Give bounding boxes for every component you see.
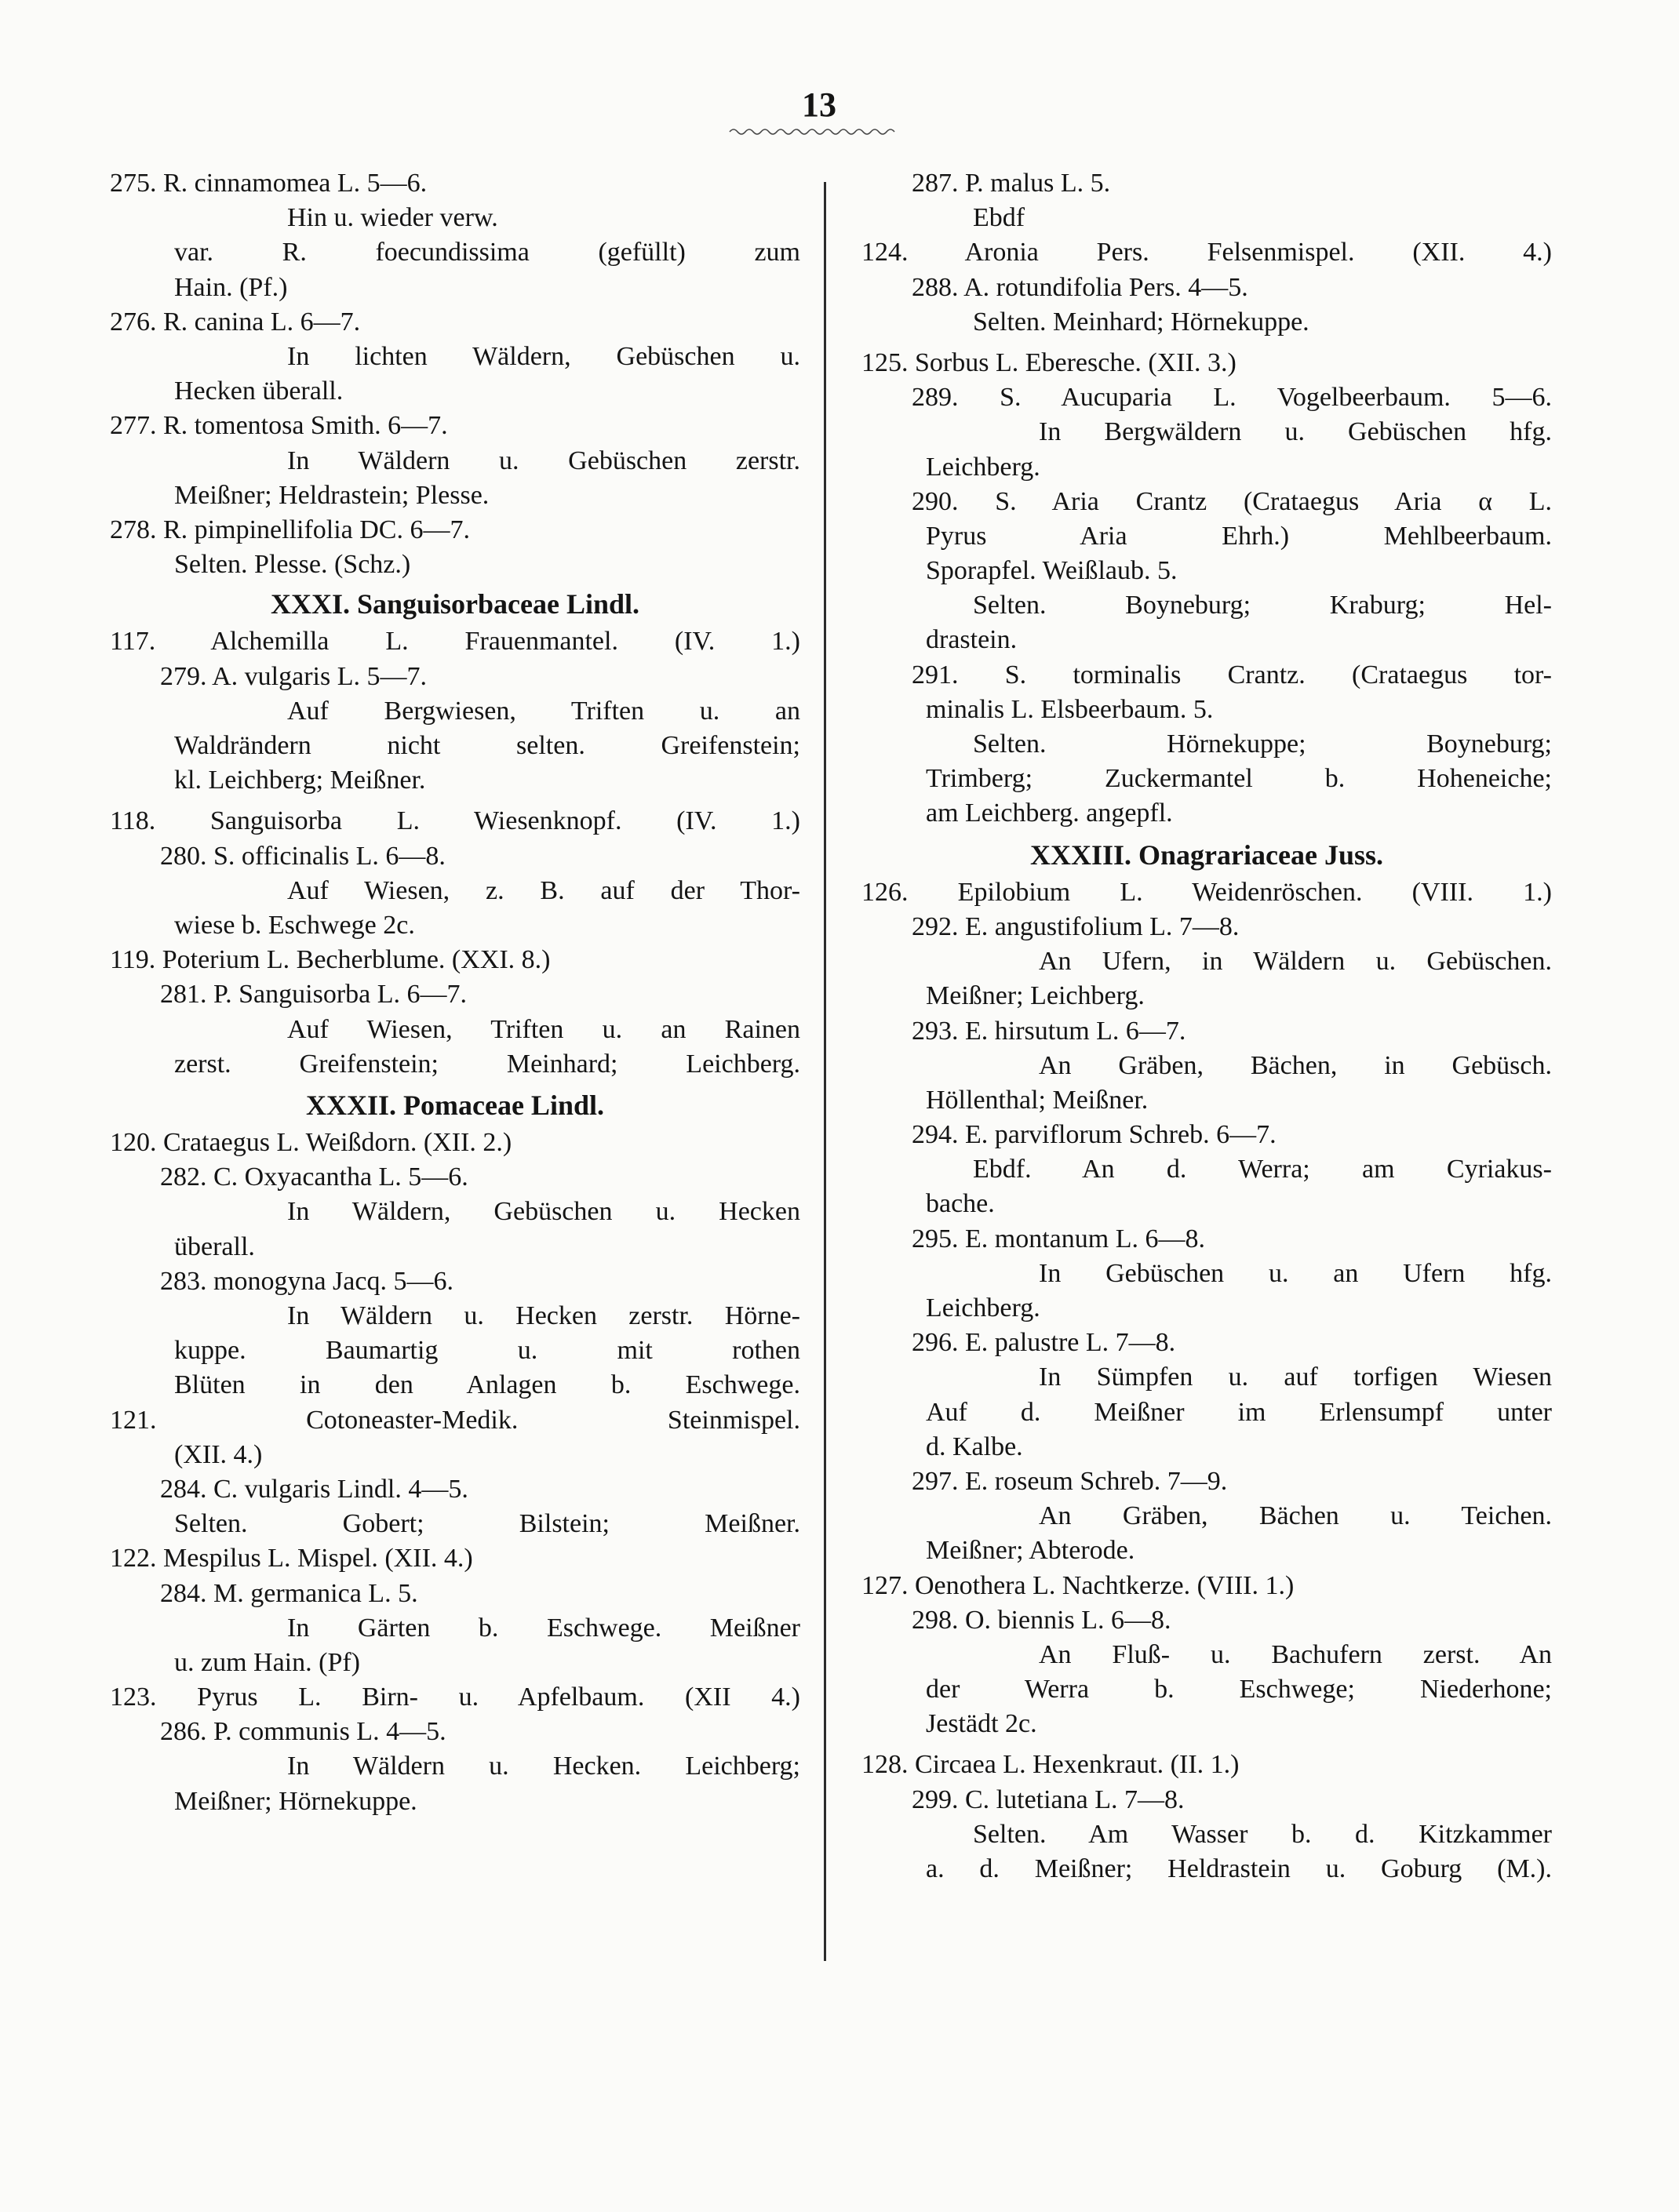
species-entry: 281. P. Sanguisorba L. 6—7. <box>160 980 467 1010</box>
species-entry: 289. S. Aucuparia L. Vogelbeerbaum. 5—6. <box>912 383 1552 413</box>
entry-note: In Sümpfen u. auf torfigen Wiesen <box>1039 1362 1552 1392</box>
entry-note: Sporapfel. Weißlaub. 5. <box>926 556 1178 586</box>
entry-note: In Gebüschen u. an Ufern hfg. <box>1039 1258 1552 1288</box>
entry-note: überall. <box>174 1232 255 1261</box>
entry-note: Hin u. wieder verw. <box>287 203 498 233</box>
species-entry: 283. monogyna Jacq. 5—6. <box>160 1266 453 1296</box>
species-entry: 278. R. pimpinellifolia DC. 6—7. <box>110 515 470 544</box>
species-entry: 275. R. cinnamomea L. 5—6. <box>110 169 428 198</box>
entry-note: Selten. Plesse. (Schz.) <box>174 550 411 580</box>
entry-note: In Gärten b. Eschwege. Meißner <box>287 1613 800 1643</box>
entry-note: Trimberg; Zuckermantel b. Hoheneiche; <box>926 764 1552 794</box>
entry-note: An Ufern, in Wäldern u. Gebüschen. <box>1039 947 1552 977</box>
species-entry: 293. E. hirsutum L. 6—7. <box>912 1016 1186 1046</box>
genus-entry: 117. Alchemilla L. Frauenmantel. (IV. 1.) <box>110 627 800 657</box>
entry-note: kl. Leichberg; Meißner. <box>174 766 426 795</box>
entry-note: Selten. Hörnekuppe; Boyneburg; <box>973 729 1552 759</box>
wavy-rule-ornament <box>728 126 901 138</box>
species-entry: 295. E. montanum L. 6—8. <box>912 1224 1205 1253</box>
entry-note: Meißner; Hörnekuppe. <box>174 1786 417 1816</box>
entry-note: Selten. Boyneburg; Kraburg; Hel- <box>973 591 1552 620</box>
genus-entry: 124. Aronia Pers. Felsenmispel. (XII. 4.) <box>861 238 1552 267</box>
entry-note: Hecken überall. <box>174 377 344 406</box>
entry-note: minalis L. Elsbeerbaum. 5. <box>926 694 1214 724</box>
species-entry: 299. C. lutetiana L. 7—8. <box>912 1785 1185 1814</box>
species-entry: 282. C. Oxyacantha L. 5—6. <box>160 1162 468 1192</box>
entry-note: Waldrändern nicht selten. Greifenstein; <box>174 731 800 760</box>
entry-note: Meißner; Heldrastein; Plesse. <box>174 480 490 510</box>
species-entry: 276. R. canina L. 6—7. <box>110 307 361 337</box>
entry-note: Selten. Meinhard; Hörnekuppe. <box>973 307 1309 337</box>
genus-entry: 121. Cotoneaster-Medik. Steinmispel. <box>110 1405 800 1435</box>
entry-note: In Wäldern u. Hecken zerstr. Hörne- <box>287 1301 800 1330</box>
genus-entry: 119. Poterium L. Becherblume. (XXI. 8.) <box>110 945 551 975</box>
entry-note: Auf Wiesen, Triften u. an Rainen <box>287 1014 800 1044</box>
entry-note: Auf d. Meißner im Erlensumpf unter <box>926 1397 1552 1427</box>
family-heading: XXXI. Sanguisorbaceae Lindl. <box>270 588 640 620</box>
entry-note: Selten. Gobert; Bilstein; Meißner. <box>174 1509 800 1539</box>
entry-note: der Werra b. Eschwege; Niederhone; <box>926 1675 1552 1704</box>
genus-entry: 122. Mespilus L. Mispel. (XII. 4.) <box>110 1544 473 1574</box>
entry-note: bache. <box>926 1189 995 1219</box>
entry-note: Ebdf <box>973 203 1025 233</box>
species-entry: 292. E. angustifolium L. 7—8. <box>912 911 1240 941</box>
species-entry: 294. E. parviflorum Schreb. 6—7. <box>912 1120 1277 1150</box>
right-column <box>861 166 1552 1886</box>
entry-note: In Wäldern u. Gebüschen zerstr. <box>287 446 800 475</box>
entry-note: An Gräben, Bächen u. Teichen. <box>1039 1501 1552 1531</box>
entry-note: Hain. (Pf.) <box>174 272 288 302</box>
genus-entry: 127. Oenothera L. Nachtkerze. (VIII. 1.) <box>861 1570 1295 1600</box>
entry-note: Leichberg. <box>926 452 1040 482</box>
entry-note: Leichberg. <box>926 1293 1040 1322</box>
species-entry: 277. R. tomentosa Smith. 6—7. <box>110 411 448 441</box>
species-entry: 290. S. Aria Crantz (Crataegus Aria α L. <box>912 486 1552 516</box>
species-entry: 284. M. germanica L. 5. <box>160 1578 418 1608</box>
entry-note: Auf Bergwiesen, Triften u. an <box>287 696 800 726</box>
entry-note: Höllenthal; Meißner. <box>926 1085 1149 1115</box>
family-heading: XXXII. Pomaceae Lindl. <box>306 1089 604 1121</box>
entry-note: An Gräben, Bächen, in Gebüsch. <box>1039 1050 1552 1080</box>
entry-note: Blüten in den Anlagen b. Eschwege. <box>174 1370 800 1400</box>
genus-entry: 126. Epilobium L. Weidenröschen. (VIII. 1.) <box>861 877 1552 907</box>
genus-entry: 125. Sorbus L. Eberesche. (XII. 3.) <box>861 347 1236 377</box>
page-number: 13 <box>802 85 836 124</box>
species-entry: 280. S. officinalis L. 6—8. <box>160 841 446 871</box>
genus-entry: 120. Crataegus L. Weißdorn. (XII. 2.) <box>110 1128 512 1158</box>
species-entry: 287. P. malus L. 5. <box>912 169 1111 198</box>
species-entry: 297. E. roseum Schreb. 7—9. <box>912 1466 1228 1496</box>
entry-note: In lichten Wäldern, Gebüschen u. <box>287 341 800 371</box>
species-entry: 286. P. communis L. 4—5. <box>160 1717 446 1747</box>
entry-note: kuppe. Baumartig u. mit rothen <box>174 1336 800 1366</box>
entry-note: Auf Wiesen, z. B. auf der Thor- <box>287 875 800 905</box>
genus-entry: 128. Circaea L. Hexenkraut. (II. 1.) <box>861 1750 1240 1780</box>
entry-note: d. Kalbe. <box>926 1432 1023 1461</box>
species-entry: 298. O. biennis L. 6—8. <box>912 1605 1171 1635</box>
entry-note: Meißner; Leichberg. <box>926 981 1145 1011</box>
entry-note: Ebdf. An d. Werra; am Cyriakus- <box>973 1155 1552 1184</box>
entry-note: a. d. Meißner; Heldrastein u. Goburg (M.). <box>926 1854 1552 1883</box>
left-column <box>110 166 800 1819</box>
family-heading: XXXIII. Onagrariaceae Juss. <box>1030 839 1383 871</box>
column-divider <box>824 182 826 1961</box>
entry-note: Selten. Am Wasser b. d. Kitzkammer <box>973 1819 1552 1849</box>
entry-note: (XII. 4.) <box>174 1439 263 1469</box>
genus-entry: 118. Sanguisorba L. Wiesenknopf. (IV. 1.) <box>110 806 800 836</box>
species-entry: 279. A. vulgaris L. 5—7. <box>160 661 427 691</box>
entry-note: wiese b. Eschwege 2c. <box>174 910 415 940</box>
entry-note: Meißner; Abterode. <box>926 1536 1135 1566</box>
entry-note: zerst. Greifenstein; Meinhard; Leichberg. <box>174 1049 800 1079</box>
species-entry: 288. A. rotundifolia Pers. 4—5. <box>912 272 1248 302</box>
species-entry: 296. E. palustre L. 7—8. <box>912 1328 1176 1358</box>
entry-note: u. zum Hain. (Pf) <box>174 1647 361 1677</box>
entry-note: An Fluß- u. Bachufern zerst. An <box>1039 1639 1552 1669</box>
species-entry: 291. S. torminalis Crantz. (Crataegus tor- <box>912 660 1552 689</box>
entry-note: drastein. <box>926 625 1018 655</box>
entry-note: am Leichberg. angepfl. <box>926 799 1173 828</box>
entry-note: Pyrus Aria Ehrh.) Mehlbeerbaum. <box>926 521 1552 551</box>
entry-note: In Wäldern, Gebüschen u. Hecken <box>287 1197 800 1227</box>
entry-note: var. R. foecundissima (gefüllt) zum <box>174 238 800 267</box>
entry-note: In Wäldern u. Hecken. Leichberg; <box>287 1752 800 1781</box>
genus-entry: 123. Pyrus L. Birn- u. Apfelbaum. (XII 4.) <box>110 1683 800 1712</box>
species-entry: 284. C. vulgaris Lindl. 4—5. <box>160 1474 468 1504</box>
entry-note: Jestädt 2c. <box>926 1709 1037 1739</box>
entry-note: In Bergwäldern u. Gebüschen hfg. <box>1039 417 1552 447</box>
